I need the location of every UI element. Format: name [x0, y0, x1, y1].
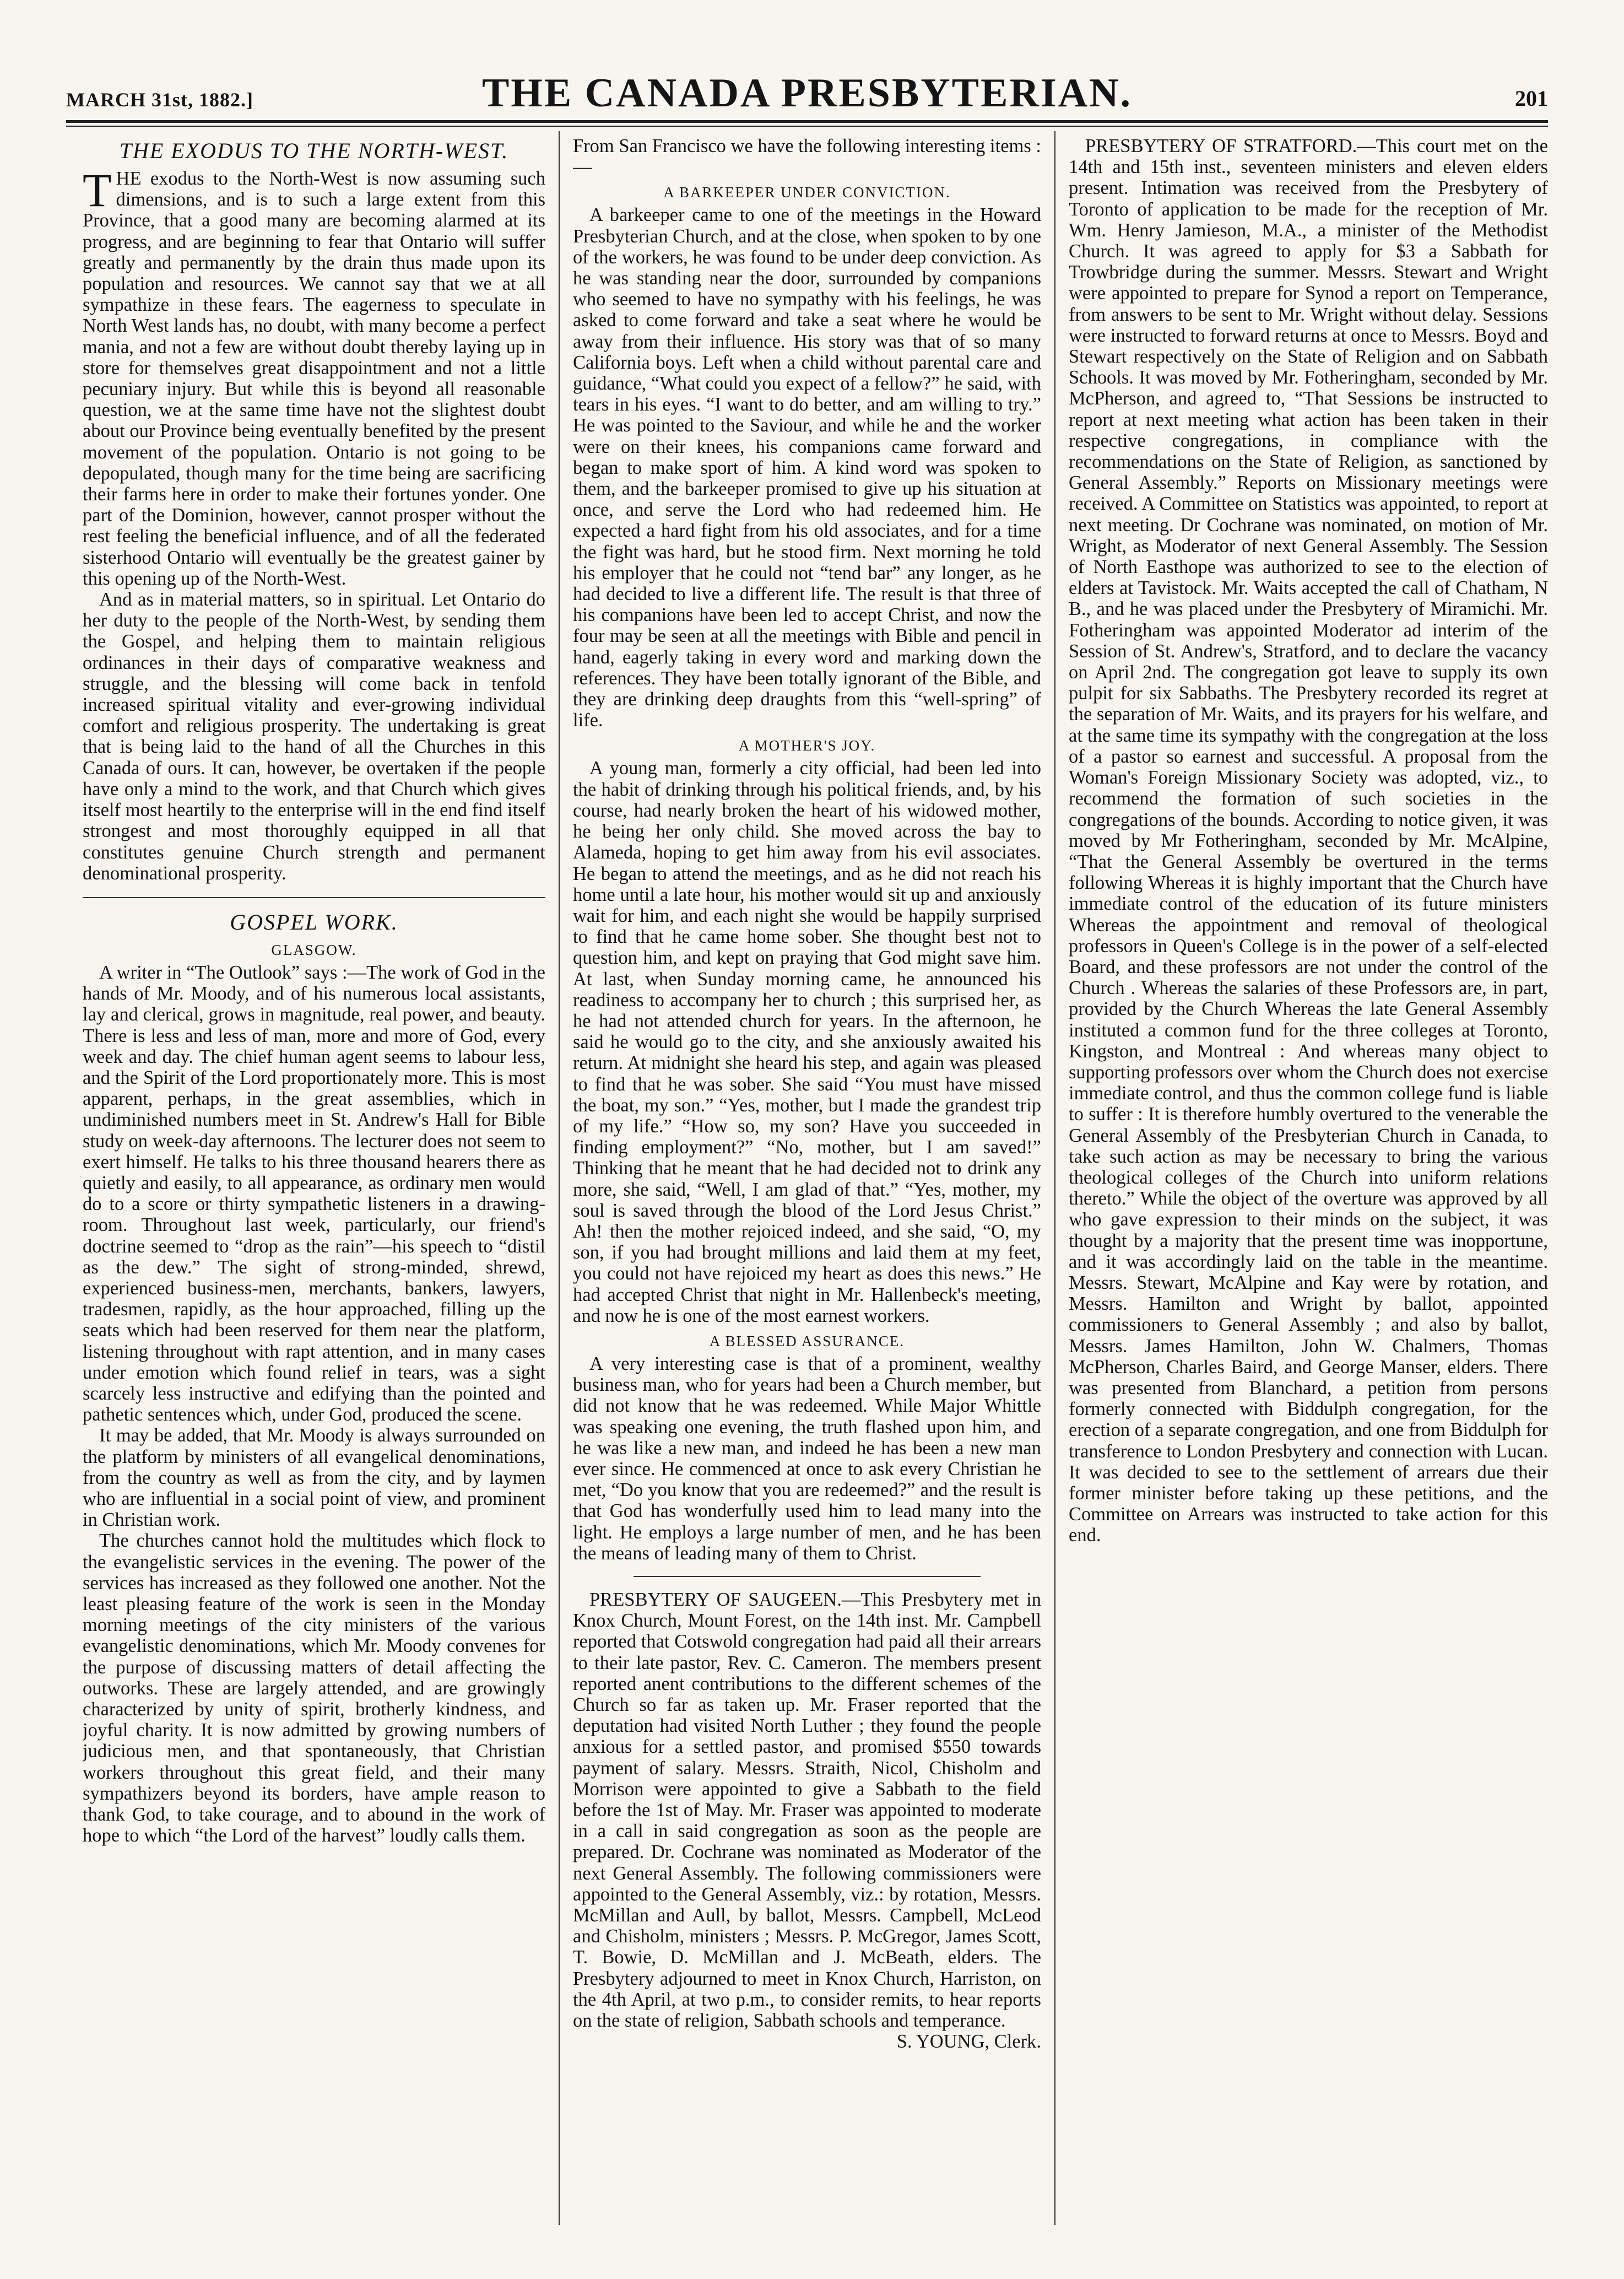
masthead	[66, 51, 1548, 117]
article-title-exodus: THE EXODUS TO THE NORTH-WEST.	[119, 138, 509, 163]
masthead-rule	[66, 120, 1548, 123]
article-title-gospel-work: GOSPEL WORK.	[230, 909, 398, 935]
exodus-paragraph-2: And as in material matters, so in spiritual. Let Ontario do her duty to the people of the North-West, by sending them the Gospel, and helping them to maintain religious ordinances in their days of comparative weakness and struggle, and the blessing will come back in tenfold increased spiritual vitality and ever-growing individual comfort and religious prosperity. The undertaking is great that is being laid to the hand of all the Churches in this Canada of ours. It can, however, be overtaken if the people have only a mind to the work, and that Church which gives itself most heartily to the enterprise will in the end find itself strongest and most thoroughly equipped in all that constitutes genuine Church strength and permanent denominational prosperity.	[83, 589, 545, 884]
article-separator	[83, 897, 545, 898]
sanfrancisco-intro: From San Francisco we have the following interesting items :—	[573, 136, 1041, 178]
column-2	[573, 131, 1041, 2247]
subheading-glasgow: GLASGOW.	[271, 941, 357, 958]
saugeen-signature: S. YOUNG, Clerk.	[896, 2031, 1041, 2053]
section-separator	[634, 1576, 981, 1577]
drop-cap: T	[83, 164, 112, 217]
issue-date: MARCH 31st, 1882.]	[66, 89, 253, 111]
gospel-paragraph-1: A writer in “The Outlook” says :—The work of God in the hands of Mr. Moody, and of his numerous local assistants, lay and clerical, grows in magnitude, real power, and beauty. There is less and less of man, more and more of God, every week and day. The chief human agent seems to labour less, and the Spirit of the Lord proportionately more. This is most apparent, perhaps, in the great assemblies, which in undiminished numbers meet in St. Andrew's Hall for Bible study on week-day afternoons. The lecturer does not seem to exert himself. He talks to his three thousand hearers there as quietly and easily, to all appearance, as ordinary men would do to a score or thirty sympathetic listeners in a drawing-room. Throughout last week, particularly, our friend's doctrine seemed to “drop as the rain”—his speech to “distil as the dew.” The sight of strong-minded, shrewd, experienced business-men, merchants, bankers, lawyers, tradesmen, rapidly, as the hour approached, filling up the seats which had been reserved for them near the platform, listening throughout with rapt attention, and in many cases under emotion which found relief in tears, was a sight scarcely less instructive and edifying than the pointed and pathetic sentences which, under God, produced the scene.	[83, 962, 545, 1425]
column-divider-2	[1054, 131, 1055, 2225]
column-1	[83, 131, 545, 2247]
subheading-blessed-assurance: A BLESSED ASSURANCE.	[709, 1332, 905, 1349]
subheading-mothers-joy: A MOTHER'S JOY.	[738, 737, 876, 754]
gospel-paragraph-2: It may be added, that Mr. Moody is always surrounded on the platform by ministers of all evangelical denominations, from the country as well as from the city, and by laymen who are influential in a social point of view, and prominent in Christian work.	[83, 1425, 545, 1531]
stratford-report: PRESBYTERY OF STRATFORD.—This court met on the 14th and 15th inst., seventeen ministers and eleven elders present. Intimation was received from the Presbytery of Toronto of application to be made for the reception of Mr. Wm. Henry Jamieson, M.A., a minister of the Methodist Church. It was agreed to apply for $3 a Sabbath for Trowbridge during the summer. Messrs. Stewart and Wright were appointed to prepare for Synod a report on Temperance, from answers to be sent to Mr. Wright without delay. Sessions were instructed to forward returns at once to Messrs. Boyd and Stewart respectively on the State of Religion and on Sabbath Schools. It was moved by Mr. Fotheringham, seconded by Mr. McPherson, and agreed to, “That Sessions be instructed to report at next meeting what action has been taken in their respective congregations, in compliance with the recommendations on the State of Religion, as sanctioned by General Assembly.” Reports on Missionary meetings were received. A Committee on Statistics was appointed, to report at next meeting. Dr Cochrane was nominated, on motion of Mr. Wright, as Moderator of next General Assembly. The Session of North Easthope was authorized to see to the election of elders at Tavistock. Mr. Waits accepted the call of Chatham, N B., and he was placed under the Presbytery of Miramichi. Mr. Fotheringham was appointed Moderator ad interim of the Session of St. Andrew's, Stratford, and to declare the vacancy on April 2nd. The congregation got leave to supply its own pulpit for six Sabbaths. The Presbytery recorded its regret at the separation of Mr. Waits, and its prayers for his welfare, and at the same time its sympathy with the congregation at the loss of a pastor so earnest and successful. A proposal from the Woman's Foreign Missionary Society was adopted, viz., to recommend the formation of such societies in the congregations of the bounds. According to notice given, it was moved by Mr Fotheringham, seconded by Mr. McAlpine, “That the General Assembly be overtured in the terms following Whereas it is highly important that the Church have immediate control of the education of its future ministers Whereas the appointment and removal of theological professors in Queen's College is in the power of a self-elected Board, and these professors are not under the control of the Church . Whereas the salaries of these Professors are, in part, provided by the Church Whereas the late General Assembly instituted a common fund for the three colleges at Toronto, Kingston, and Montreal : And whereas many object to supporting professors over whom the Church does not exercise immediate control, and thus the common college fund is liable to suffer : It is therefore humbly overtured to the venerable the General Assembly of the Presbyterian Church in Canada, to take such action as may be necessary to bring the various theological colleges of the Church into uniform relations thereto.” While the object of the overture was approved by all who gave expression to their minds on the subject, it was thought by a majority that the present time was inopportune, and it was accordingly laid on the table in the meantime. Messrs. Stewart, McAlpine and Kay were by rotation, and Messrs. Hamilton and Wright by ballot, appointed commissioners to General Assembly ; and also by ballot, Messrs. James Hamilton, John W. Chalmers, Thomas McPherson, Charles Baird, and George Manser, elders. There was presented from Blanchard, a petition from persons formerly connected with Biddulph congregation, for the erection of a separate congregation, and one from Biddulph for transference to London Presbytery and connection with Lucan. It was decided to see to the settlement of arrears due their former minister before taking up these petitions, and the Committee on Arrears was instructed to take action for this end.	[1069, 136, 1548, 1546]
barkeeper-paragraph: A barkeeper came to one of the meetings in the Howard Presbyterian Church, and at the close, when spoken to by one of the workers, he was found to be under deep conviction. As he was standing near the door, surrounded by companions who seemed to have no sympathy with his feelings, he was asked to come forward and take a seat where he would be away from their influence. His story was that of so many California boys. Left when a child without parental care and guidance, “What could you expect of a fellow?” he said, with tears in his eyes. “I want to do better, and am willing to try.” He was pointed to the Saviour, and while he and the worker were on their knees, his companions came forward and began to make sport of him. A kind word was spoken to them, and the barkeeper promised to give up his situation at once, and serve the Lord who had redeemed him. He expected a hard fight from his old associates, and for a time the fight was hard, but he stood firm. Next morning he told his employer that he could not “tend bar” any longer, as he had decided to live a different life. The result is that three of his companions have been led to accept Christ, and now the four may be seen at all the meetings with Bible and pencil in hand, eagerly taking in every word and marking down the references. They have been totally ignorant of the Bible, and they are drinking deep draughts from this “well-spring” of life.	[573, 204, 1041, 731]
blessed-assurance-paragraph: A very interesting case is that of a prominent, wealthy business man, who for years had been a Church member, but did not know that he was redeemed. While Major Whittle was speaking one evening, the truth flashed upon him, and he was like a new man, and indeed he has been a new man ever since. He commenced at once to ask every Christian he met, “Do you know that you are redeemed?” and the result is that God has wonderfully used him to lead many into the light. He employs a large number of men, and he has been the means of leading many of them to Christ.	[573, 1353, 1041, 1564]
column-3	[1069, 131, 1548, 2247]
exodus-paragraph-1	[83, 164, 545, 589]
masthead-rule-thin	[66, 126, 1548, 127]
gospel-paragraph-3: The churches cannot hold the multitudes which flock to the evangelistic services in the evening. The power of the services has increased as they followed one another. Not the least pleasing feature of the work is seen in the Monday morning meetings of the city ministers of the various evangelistic denominations, which Mr. Moody convenes for the purpose of discussing matters of detail affecting the outworks. These are largely attended, and are growingly characterized by unity of spirit, brotherly kindness, and joyful charity. It is now admitted by growing numbers of judicious men, and that spontaneously, that Christian workers throughout this great field, and their many sympathizers beyond its borders, have ample reason to thank God, to take courage, and to abound in the work of hope to which “the Lord of the harvest” loudly calls them.	[83, 1530, 545, 1846]
page-number: 201	[1515, 86, 1548, 111]
newspaper-title: THE CANADA PRESBYTERIAN.	[481, 71, 1133, 116]
subheading-barkeeper: A BARKEEPER UNDER CONVICTION.	[663, 184, 951, 201]
saugeen-report: PRESBYTERY OF SAUGEEN.—This Presbytery met in Knox Church, Mount Forest, on the 14th inst. Mr. Campbell reported that Cotswold congregation had paid all their arrears to their late pastor, Rev. C. Cameron. The members present reported anent contributions to the different schemes of the Church so far as taken up. Mr. Fraser reported that the deputation had visited North Luther ; they found the people anxious for a settled pastor, and promised $550 towards payment of salary. Messrs. Straith, Nicol, Chisholm and Morrison were appointed to give a Sabbath to the field before the 1st of May. Mr. Fraser was appointed to moderate in a call in said congregation as soon as the people are prepared. Dr. Cochrane was nominated as Moderator of the next General Assembly. The following commissioners were appointed to the General Assembly, viz.: by rotation, Messrs. McMillan and Aull, by ballot, Messrs. Campbell, McLeod and Chisholm, ministers ; Messrs. P. McGregor, James Scott, T. Bowie, D. McMillan and J. McBeath, elders. The Presbytery adjourned to meet in Knox Church, Harriston, on the 4th April, at two p.m., to consider remits, to hear reports on the state of religion, Sabbath schools and temperance.	[573, 1589, 1041, 2032]
exodus-paragraph-1-text: HE exodus to the North-West is now assuming such dimensions, and is to such a large extent from this Province, that a good many are becoming alarmed at its progress, and are beginning to fear that Ontario will suffer greatly and permanently by the drain thus made upon its population and resources. We cannot say that we at all sympathize in these fears. The eagerness to speculate in North West lands has, no doubt, with many become a perfect mania, and not a few are without doubt thereby laying up in store for themselves great disappointment and not a little pecuniary injury. But while this is beyond all reasonable question, we at the same time have not the slightest doubt about our Province being eventually benefited by the present movement of the population. Ontario is not going to be depopulated, though many for the time being are sacrificing their farms here in order to make their fortunes yonder. One part of the Dominion, however, cannot prosper without the rest feeling the beneficial influence, and of all the federated sisterhood Ontario will eventually be the greatest gainer by this opening up of the North-West.	[83, 168, 545, 589]
column-divider-1	[559, 131, 560, 2225]
mothers-joy-paragraph: A young man, formerly a city official, had been led into the habit of drinking through his political friends, and, by his course, had nearly broken the heart of his widowed mother, he being her only child. She moved across the bay to Alameda, hoping to get him away from his evil associates. He began to attend the meetings, and as he did not reach his home until a late hour, his mother would sit up and anxiously wait for him, and each night she would be happily surprised to find that he came home sober. She thought best not to question him, and kept on praying that God might save him. At last, when Sunday morning came, he announced his readiness to accompany her to church ; this surprised her, as he had not attended church for years. In the afternoon, he said he would go to the city, and she anxiously awaited his return. At midnight she heard his step, and again was pleased to find that he was sober. She said “You must have missed the boat, my son.” “Yes, mother, but I made the grandest trip of my life.” “How so, my son? Have you succeeded in finding employment?” “No, mother, but I am saved!” Thinking that he meant that he had decided not to drink any more, she said, “Well, I am glad of that.” “Yes, mother, my soul is saved through the blood of the Lord Jesus Christ.” Ah! then the mother rejoiced indeed, and she said, “O, my son, if you had brought millions and laid them at my feet, you could not have rejoiced my heart as does this news.” He had accepted Christ that night in Mr. Hallenbeck's meeting, and now he is one of the most earnest workers.	[573, 758, 1041, 1326]
